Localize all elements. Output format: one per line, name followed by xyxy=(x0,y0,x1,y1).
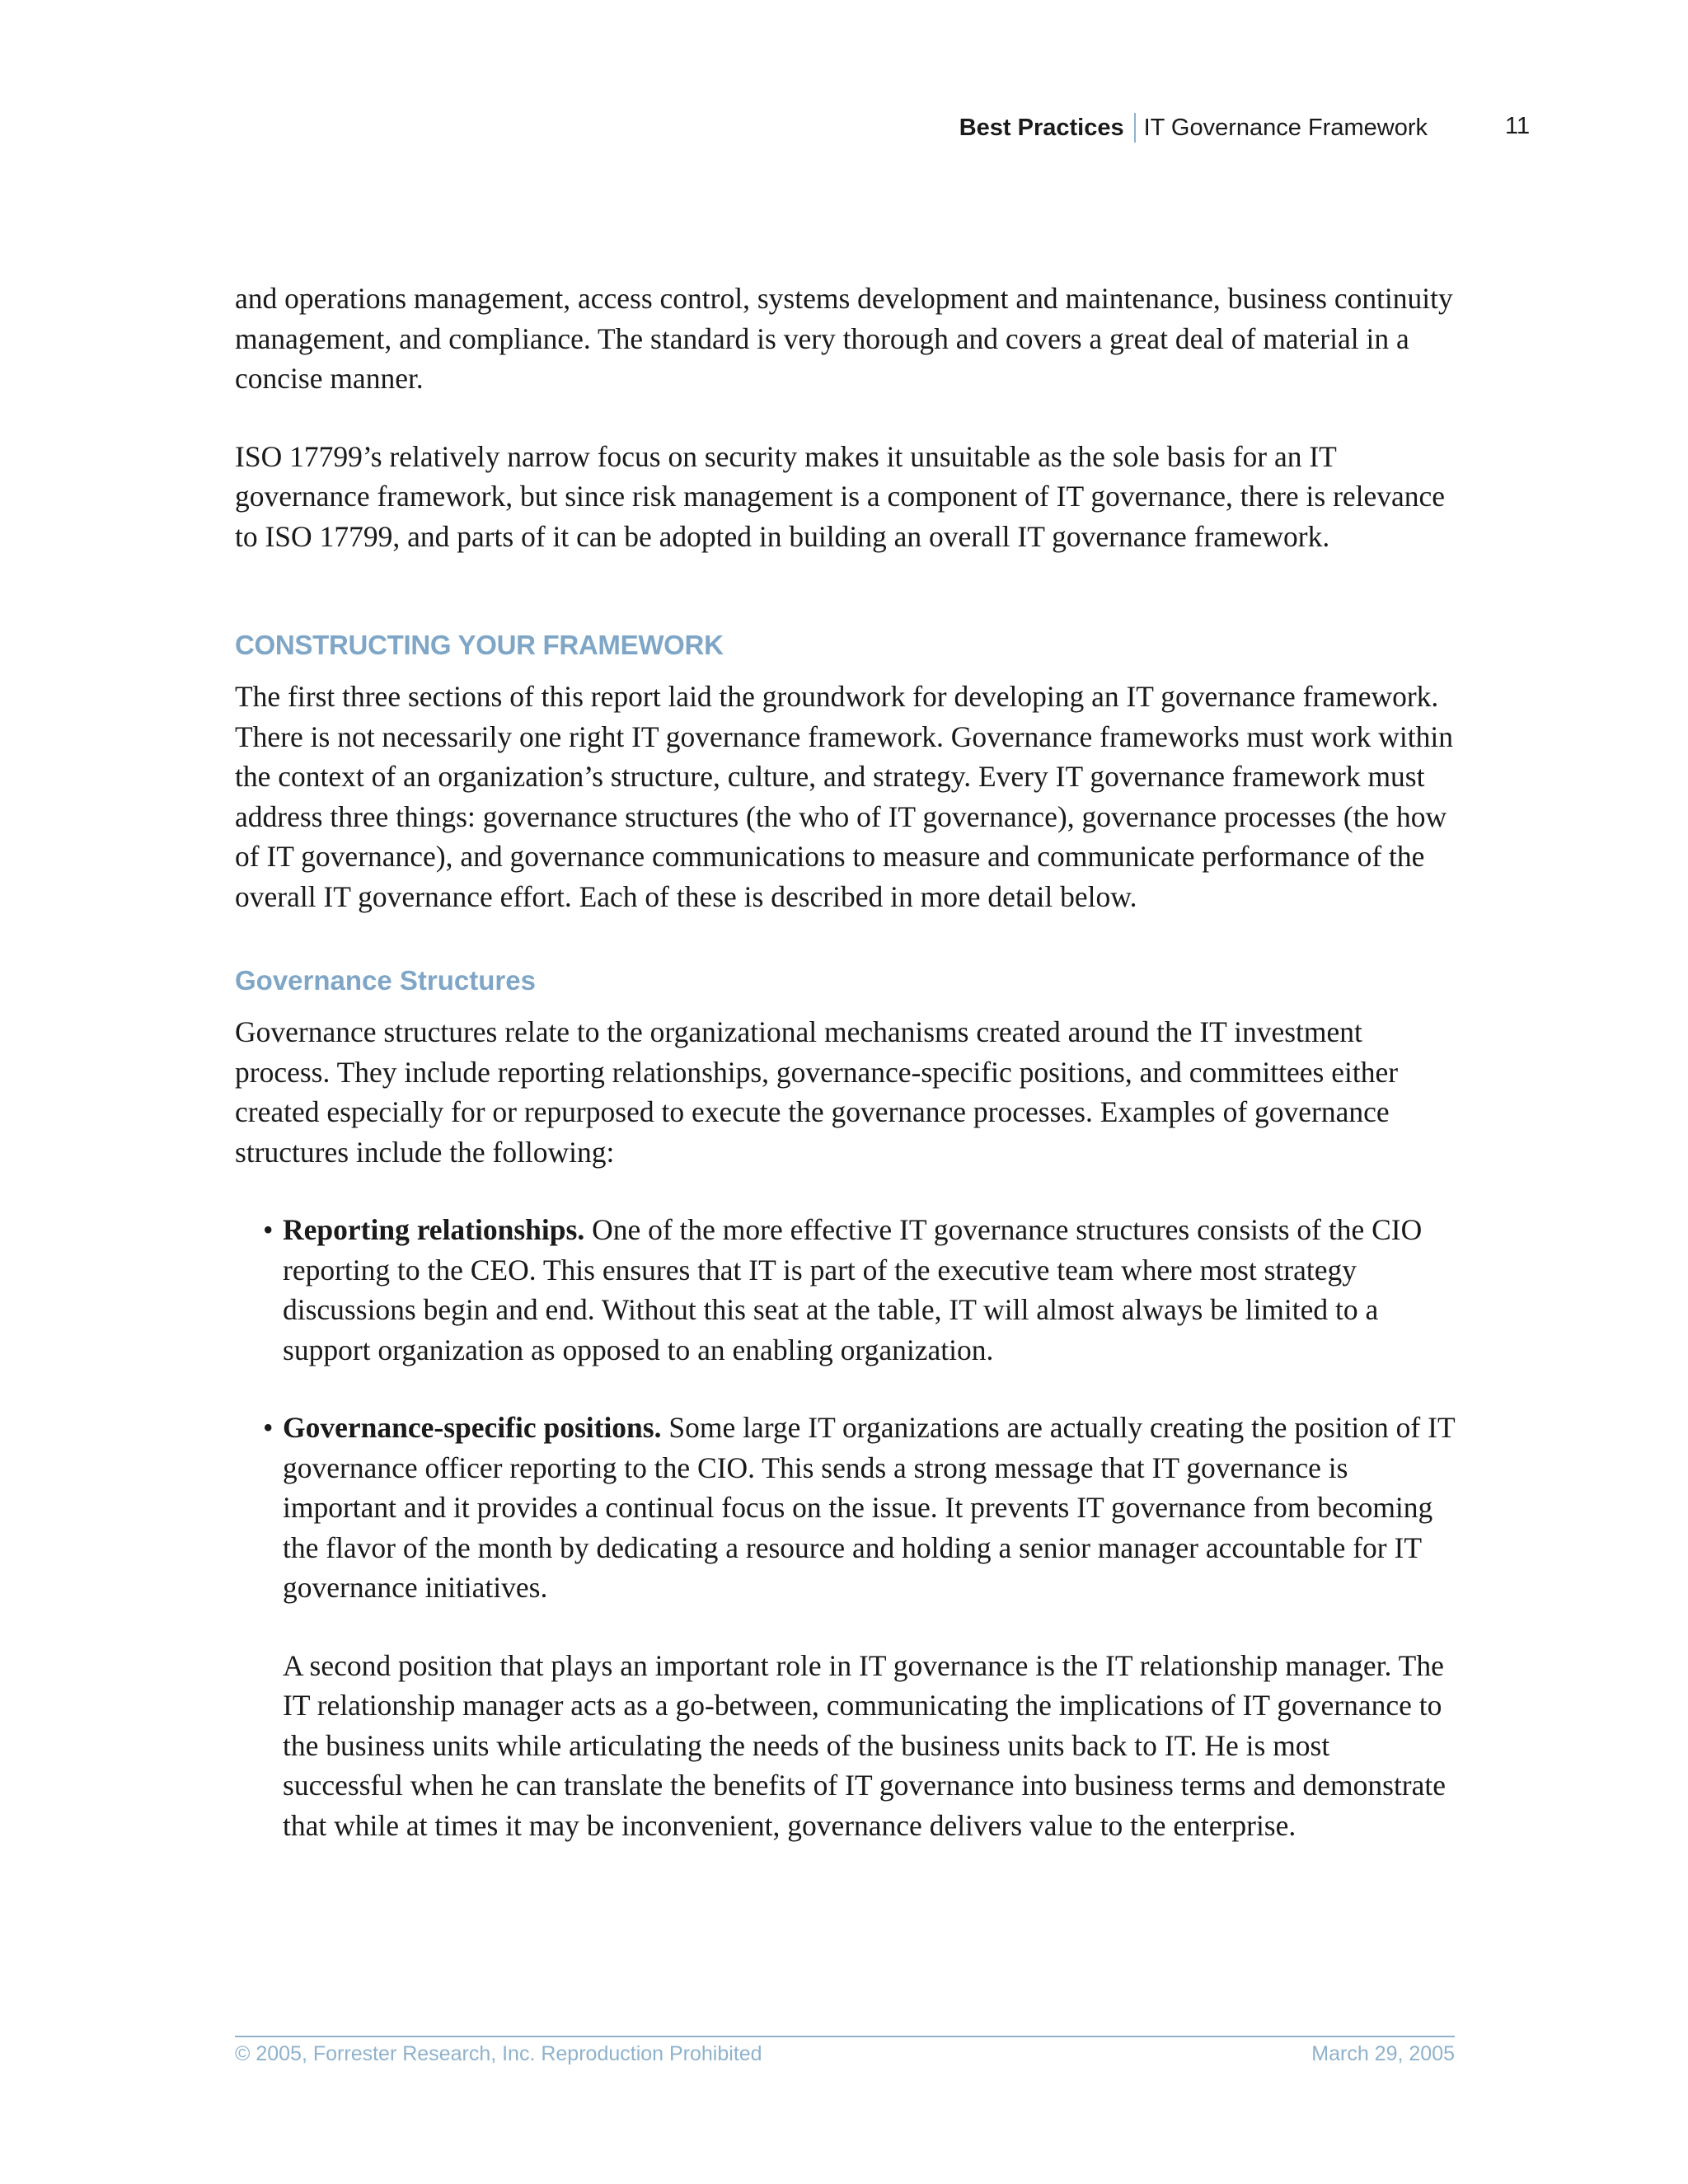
list-item-term: Governance-specific positions. xyxy=(283,1411,662,1444)
section-heading: CONSTRUCTING YOUR FRAMEWORK xyxy=(235,630,724,660)
paragraph-relationship-manager: A second position that plays an important role in IT governance is the IT relationship manager. The IT relationship manager acts as a go-between, communicating the implications of IT governance to the business units while articulating the needs of the business units back to IT. He is most successful when he can translate the benefits of IT governance into business terms and demonstrate that while at times it may be inconvenient, governance delivers value to the enterprise. xyxy=(283,1648,1447,1842)
spacer xyxy=(235,556,1455,627)
header-title-group xyxy=(959,113,1428,143)
footer-copyright: © 2005, Forrester Research, Inc. Reproduction Prohibited xyxy=(235,2042,762,2065)
page-header xyxy=(0,113,1688,149)
list-item-reporting-relationships xyxy=(263,1210,1455,1370)
main-content xyxy=(235,279,1455,1845)
paragraph-governance-structures: Governance structures relate to the organizational mechanisms created around the IT investment process. They include reporting relationships, governance-specific positions, and committees either created especially for or repurposed to execute the governance processes. Examples of governance structures include the following: xyxy=(235,1015,1399,1169)
footer-divider xyxy=(235,2036,1455,2037)
header-title: IT Governance Framework xyxy=(1143,114,1428,141)
structures-list xyxy=(235,1210,1455,1608)
paragraph-framework-intro: The first three sections of this report laid the groundwork for developing an IT governance framework. There is not necessarily one right IT governance framework. Governance frameworks must work within the context of an organization’s structure, culture, and strategy. Every IT governance framework must address three things: governance structures (the who of IT governance), governance processes (the how of IT governance), and governance communications to measure and communicate performance of the overall IT governance effort. Each of these is described in more detail below. xyxy=(235,680,1454,913)
header-series: Best Practices xyxy=(959,114,1124,141)
bullet-marker: • xyxy=(263,1213,274,1246)
header-divider xyxy=(1134,113,1136,143)
footer-date: March 29, 2005 xyxy=(1311,2042,1455,2065)
bullet-marker: • xyxy=(263,1411,274,1444)
list-item-text: Some large IT organizations are actually creating the position of IT governance officer reporting to the CIO. This sends a strong message that IT governance is important and it provides a continual focus on the issue. It prevents IT governance from becoming the flavor of the month by dedicating a resource and holding a senior manager accountable for IT governance initiatives. xyxy=(283,1411,1455,1604)
list-item-text: One of the more effective IT governance structures consists of the CIO reporting to the CEO. This ensures that IT is part of the executive team where most strategy discussions begin and end. Without this seat at the table, IT will almost always be limited to a support organization as opposed to an enabling organization. xyxy=(283,1213,1423,1366)
spacer xyxy=(235,399,1455,437)
spacer xyxy=(235,916,1455,963)
subsection-heading: Governance Structures xyxy=(235,965,536,996)
list-item-term: Reporting relationships. xyxy=(283,1213,585,1246)
paragraph-iso-focus: ISO 17799’s relatively narrow focus on security makes it unsuitable as the sole basis for an IT governance framework, but since risk management is a component of IT governance, there is relevance to ISO 17799, and parts of it can be adopted in building an overall IT governance framework. xyxy=(235,439,1446,553)
paragraph-iso-standard: and operations management, access control, systems development and maintenance, business continuity management, and compliance. The standard is very thorough and covers a great deal of material in a concise manner. xyxy=(235,282,1453,395)
list-item-governance-positions xyxy=(263,1408,1455,1608)
spacer xyxy=(235,1172,1455,1210)
page-number: 11 xyxy=(1505,113,1531,139)
spacer xyxy=(235,1608,1455,1646)
